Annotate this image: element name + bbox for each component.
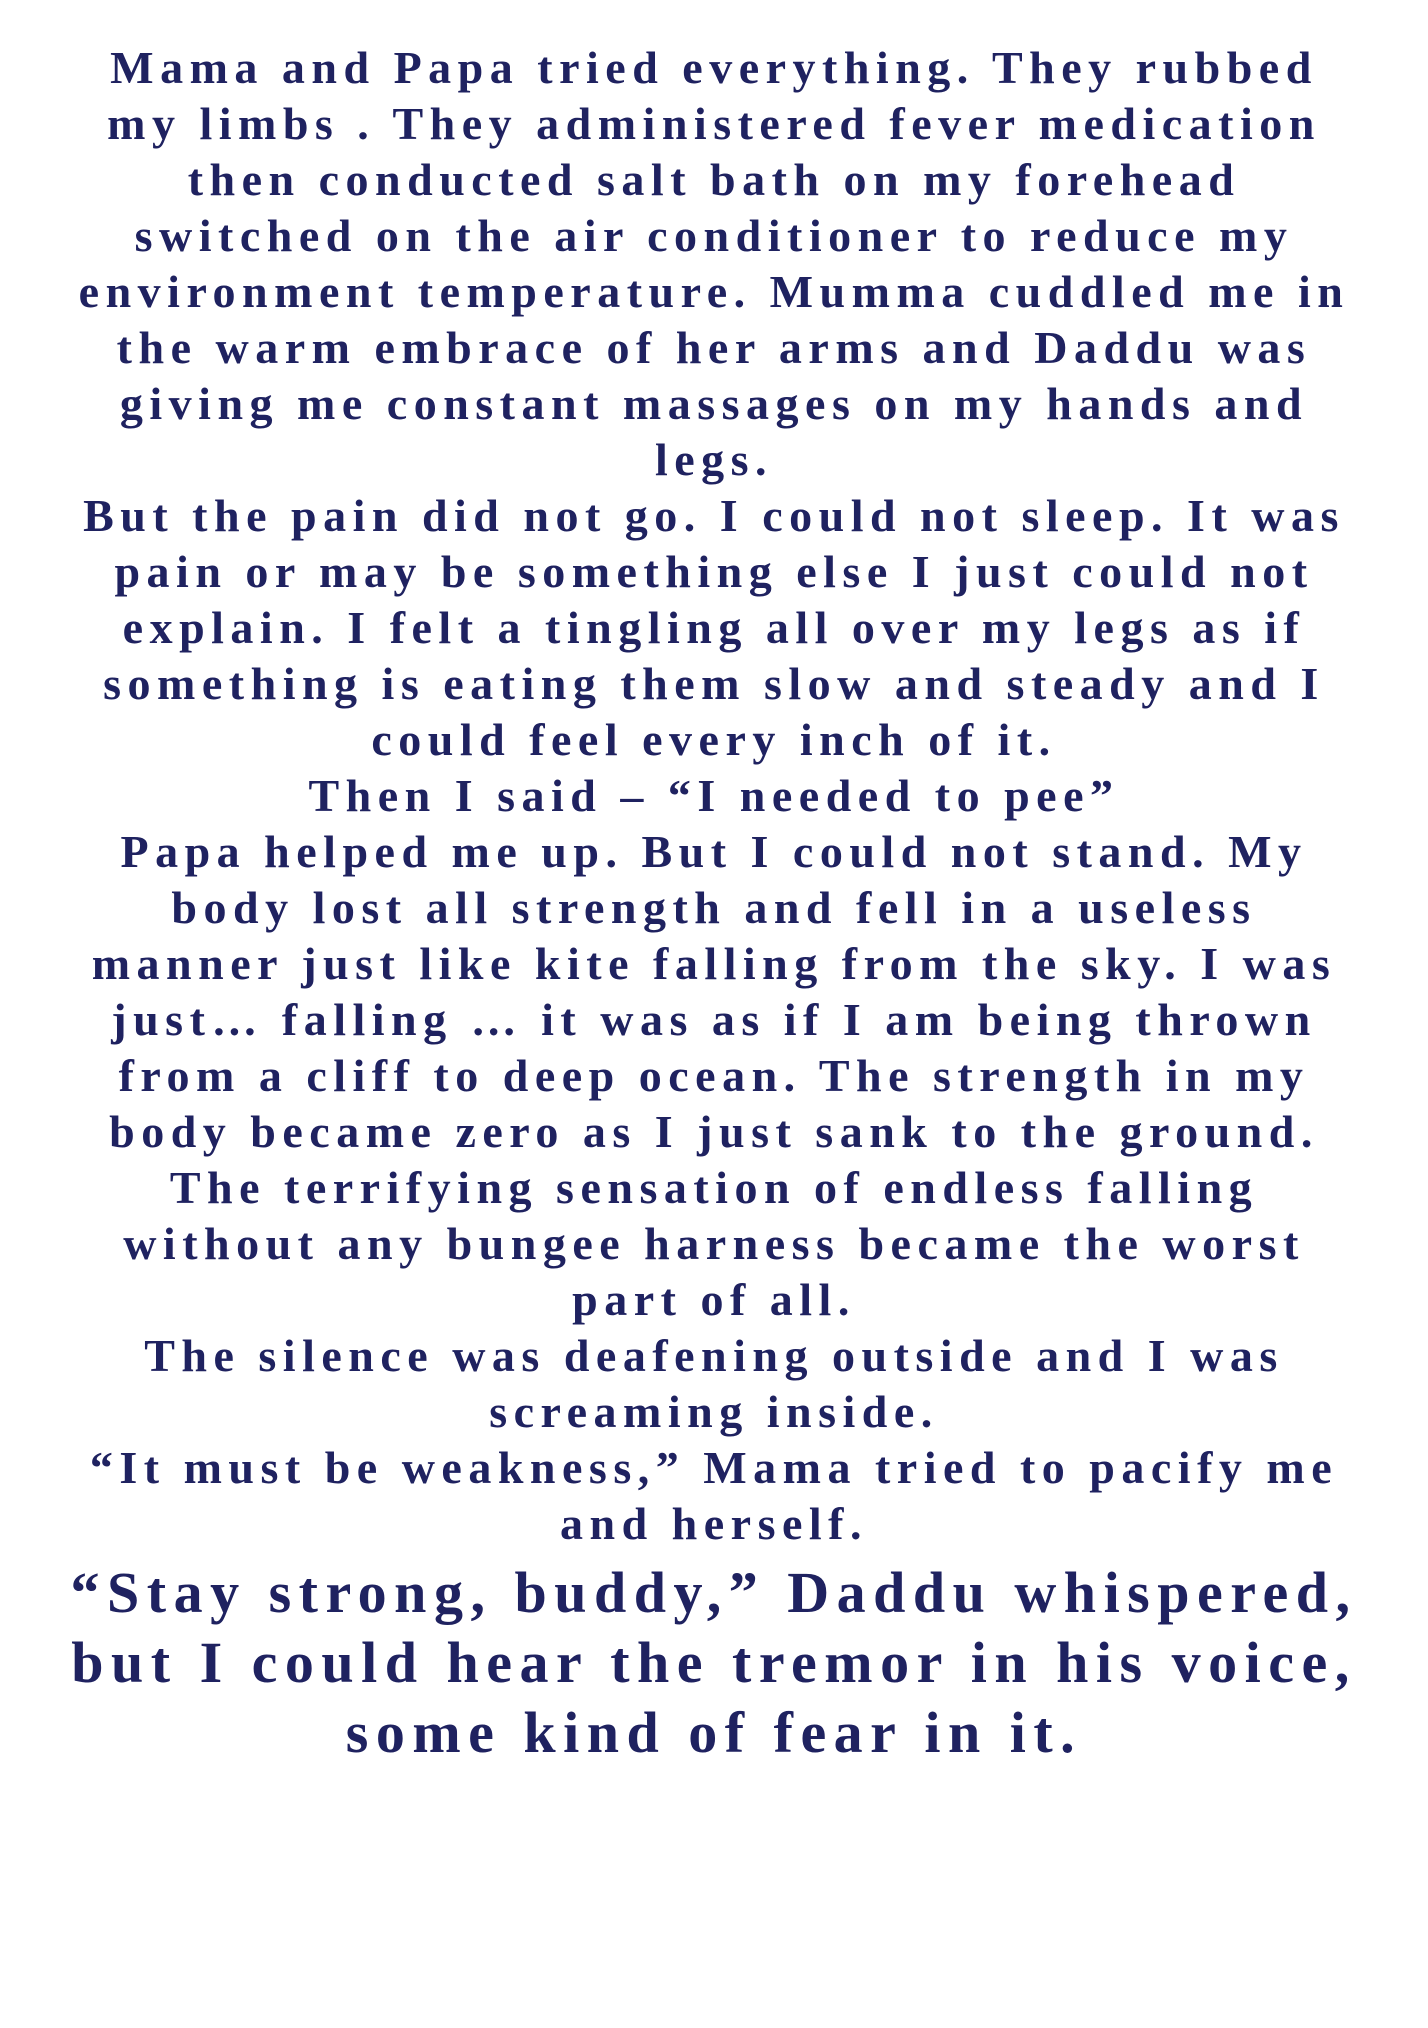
paragraph-falling: Papa helped me up. But I could not stand. My body lost all strength and fell in a useless manner just like kite falling from the sky. I was just… falling … it was as if I am being thrown from a cliff to deep ocean. The strength in my body became zero as I just sank to the ground. The terrifying sensation of endless falling without any bungee harness became the worst part of all. xyxy=(91,826,1337,1325)
paragraph-remedies: Mama and Papa tried everything. They rubbed my limbs . They administered fever medication then conducted salt bath on my forehead switched on the air conditioner to reduce my environment temperature. Mumma cuddled me in the warm embrace of her arms and Daddu was giving me constant massages on my hands and legs. xyxy=(78,42,1350,485)
paragraph-stay-strong: “Stay strong, buddy,” Daddu whispered, but I could hear the tremor in his voice, some kind of fear in it. xyxy=(70,1560,1358,1765)
paragraph-weakness: “It must be weakness,” Mama tried to pacify me and herself. xyxy=(89,1442,1339,1549)
paragraph-silence: The silence was deafening outside and I was screaming inside. xyxy=(144,1330,1284,1437)
paragraph-pee: Then I said – “I needed to pee” xyxy=(308,770,1120,821)
paragraph-pain: But the pain did not go. I could not sleep. It was pain or may be something else I just could not explain. I felt a tingling all over my legs as if something is eating them slow and steady and I could feel every inch of it. xyxy=(83,490,1345,765)
